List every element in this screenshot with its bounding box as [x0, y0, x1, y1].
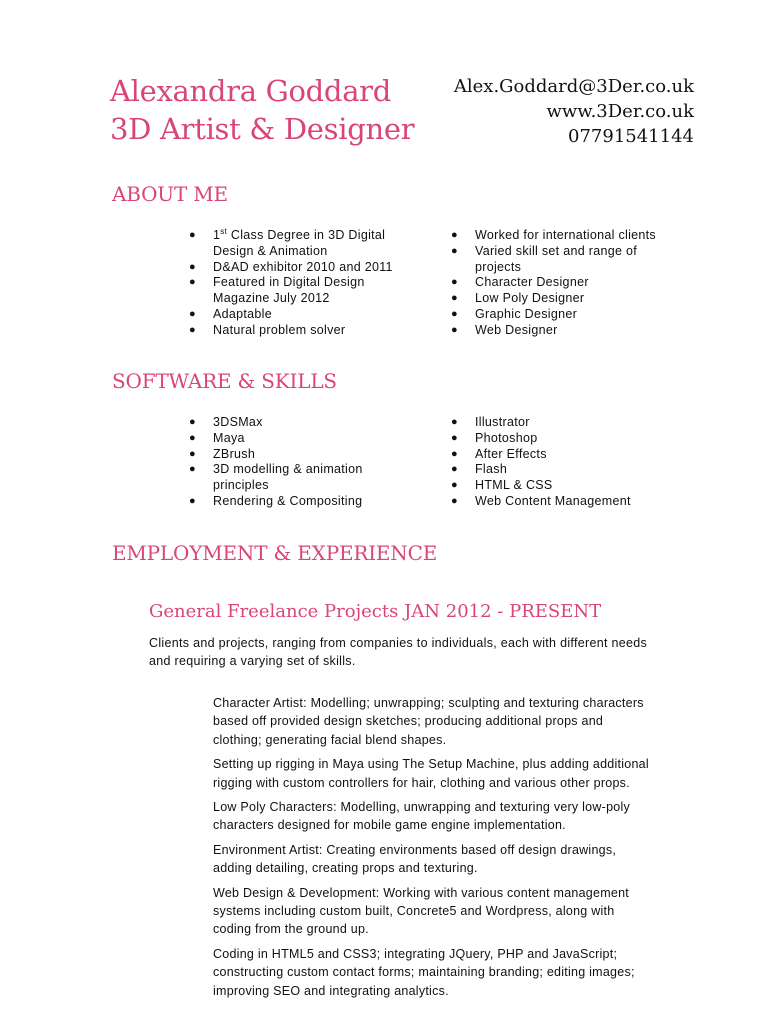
duty-paragraph: Coding in HTML5 and CSS3; integrating JQuery, PHP and JavaScript; constructing custom contact forms; maintaining branding; editing images; improving SEO and integrating analytics. [213, 946, 635, 998]
list-item-text: ZBrush [213, 446, 256, 461]
duty-paragraph: Low Poly Characters: Modelling, unwrapping and texturing very low-poly characters designed for mobile game engine implementation. [213, 800, 631, 833]
skills-list-left [189, 415, 404, 510]
list-item-text: Worked for international clients [475, 228, 656, 242]
bullet-icon: ● [189, 416, 196, 428]
list-item [451, 307, 681, 323]
list-item [189, 275, 404, 307]
list-item-text: 3D modelling & animation principles [213, 462, 363, 493]
bullet-icon: ● [189, 494, 196, 507]
employment-heading: EMPLOYMENT & EXPERIENCE [112, 541, 438, 565]
list-item [189, 447, 404, 463]
bullet-icon: ● [189, 463, 196, 476]
bullet-icon: ● [189, 323, 196, 336]
list-item-text: Graphic Designer [475, 306, 578, 321]
bullet-icon: ● [451, 229, 458, 241]
list-item-text: After Effects [475, 446, 547, 461]
list-item [189, 494, 404, 510]
job-duties [213, 694, 653, 1006]
list-item-text: Web Content Management [475, 493, 631, 508]
job-intro: Clients and projects, ranging from companies to individuals, each with different needs and requiring a varying set of skills. [149, 636, 648, 668]
skills-list-right [451, 415, 681, 510]
list-item [451, 462, 681, 478]
bullet-icon: ● [451, 416, 458, 428]
list-item [189, 307, 404, 323]
list-item [451, 228, 681, 244]
skills-heading: SOFTWARE & SKILLS [112, 369, 337, 393]
bullet-icon: ● [451, 447, 458, 460]
list-item-text: Varied skill set and range of projects [475, 243, 638, 274]
list-item-text: Adaptable [213, 306, 272, 321]
list-item [189, 260, 404, 276]
list-item-text: HTML & CSS [475, 478, 553, 493]
bullet-icon: ● [189, 229, 196, 241]
list-item [189, 323, 404, 339]
about-list-right [451, 228, 681, 339]
phone-number: 07791541144 [568, 126, 694, 147]
list-item [189, 415, 404, 431]
duty-paragraph: Setting up rigging in Maya using The Setup Machine, plus adding additional rigging with custom controllers for hair, clothing and various other props. [213, 757, 649, 790]
bullet-icon: ● [451, 479, 458, 492]
duty-paragraph: Web Design & Development: Working with various content management systems including custom built, Concrete5 and Wordpress, along with coding from the ground up. [213, 885, 629, 937]
list-item-text: Rendering & Compositing [213, 493, 363, 508]
list-item [451, 415, 681, 431]
bullet-icon: ● [189, 431, 196, 444]
bullet-icon: ● [451, 244, 458, 257]
list-item [451, 291, 681, 307]
bullet-icon: ● [189, 260, 196, 273]
list-item-text: D&AD exhibitor 2010 and 2011 [213, 259, 393, 274]
bullet-icon: ● [451, 307, 458, 320]
list-item [189, 228, 404, 260]
list-item-text: Featured in Digital Design Magazine July 2012 [213, 275, 365, 306]
list-item-text: Photoshop [475, 430, 538, 445]
bullet-icon: ● [451, 323, 458, 336]
duty-paragraph: Environment Artist: Creating environments based off design drawings, adding detailing, creating props and texturing. [213, 842, 617, 876]
about-degree-text: 1st Class Degree in 3D Digital Design & Animation [213, 226, 386, 258]
list-item [451, 275, 681, 291]
list-item [189, 431, 404, 447]
bullet-icon: ● [451, 292, 458, 305]
contact-block [454, 74, 694, 149]
list-item [451, 244, 675, 276]
bullet-icon: ● [189, 307, 196, 320]
email-link[interactable]: Alex.Goddard@3Der.co.uk [453, 76, 694, 97]
bullet-icon: ● [189, 447, 196, 460]
list-item [451, 478, 681, 494]
list-item [189, 462, 404, 494]
list-item [451, 323, 681, 339]
list-item-text: Flash [475, 462, 508, 477]
bullet-icon: ● [189, 276, 196, 289]
website-link[interactable]: www.3Der.co.uk [546, 101, 694, 122]
list-item-text: Illustrator [475, 415, 530, 429]
candidate-role: 3D Artist & Designer [110, 112, 415, 146]
list-item-text: Natural problem solver [213, 322, 346, 337]
list-item [451, 447, 681, 463]
bullet-icon: ● [451, 276, 458, 289]
list-item-text: 3DSMax [213, 415, 263, 429]
list-item [451, 494, 681, 510]
list-item-text: Maya [213, 430, 245, 445]
bullet-icon: ● [451, 494, 458, 507]
duty-paragraph: Character Artist: Modelling; unwrapping; sculpting and texturing characters based off provided design sketches; producing additional props and clothing; generating facial blend shapes. [213, 696, 644, 747]
candidate-name: Alexandra Goddard [110, 74, 392, 108]
about-heading: ABOUT ME [112, 182, 228, 206]
about-list-left [189, 228, 404, 339]
list-item-text: Web Designer [475, 322, 558, 337]
job-title: General Freelance Projects JAN 2012 - PRESENT [149, 601, 602, 622]
bullet-icon: ● [451, 463, 458, 476]
bullet-icon: ● [451, 431, 458, 444]
list-item-text: Character Designer [475, 275, 589, 290]
list-item [451, 431, 681, 447]
list-item-text: Low Poly Designer [475, 291, 585, 306]
